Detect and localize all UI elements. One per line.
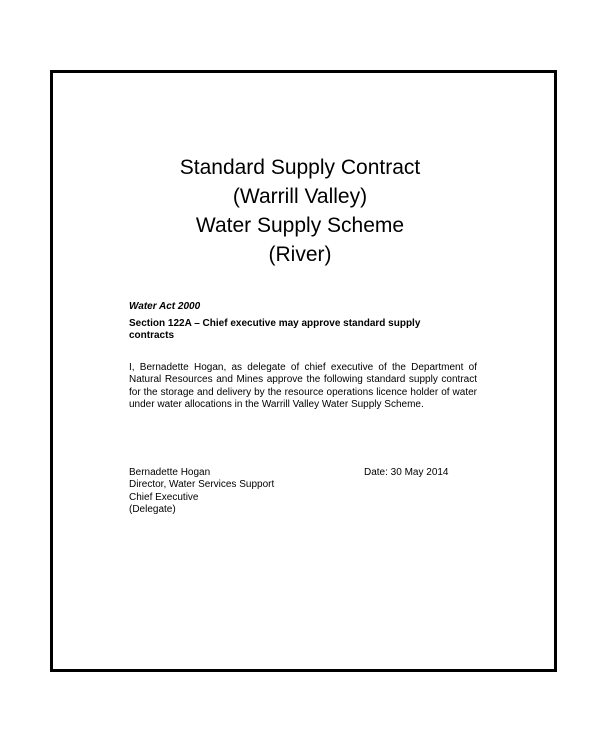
signatory-role: Chief Executive — [129, 491, 199, 503]
title-line: (River) — [268, 243, 332, 266]
approval-paragraph: I, Bernadette Hogan, as delegate of chief executive of the Department of Natural Resources and Mines approve the following standard supply contract for the storage and delivery by the resource operations licence holder of water under water allocations in the Warrill Valley Water Supply Scheme. — [129, 362, 477, 410]
title-line: (Warrill Valley) — [232, 185, 368, 208]
approval-date: Date: 30 May 2014 — [364, 467, 449, 478]
title-line: Standard Supply Contract — [179, 156, 421, 179]
section-heading: Section 122A – Chief executive may approve standard supply contracts — [129, 318, 421, 341]
signatory-position: Director, Water Services Support — [129, 479, 275, 491]
document-title — [0, 153, 600, 269]
signatory-capacity: (Delegate) — [129, 503, 176, 515]
title-line: Water Supply Scheme — [195, 214, 405, 237]
signatory-block — [129, 467, 274, 516]
signatory-name: Bernadette Hogan — [129, 467, 211, 478]
act-heading: Water Act 2000 — [129, 301, 201, 312]
